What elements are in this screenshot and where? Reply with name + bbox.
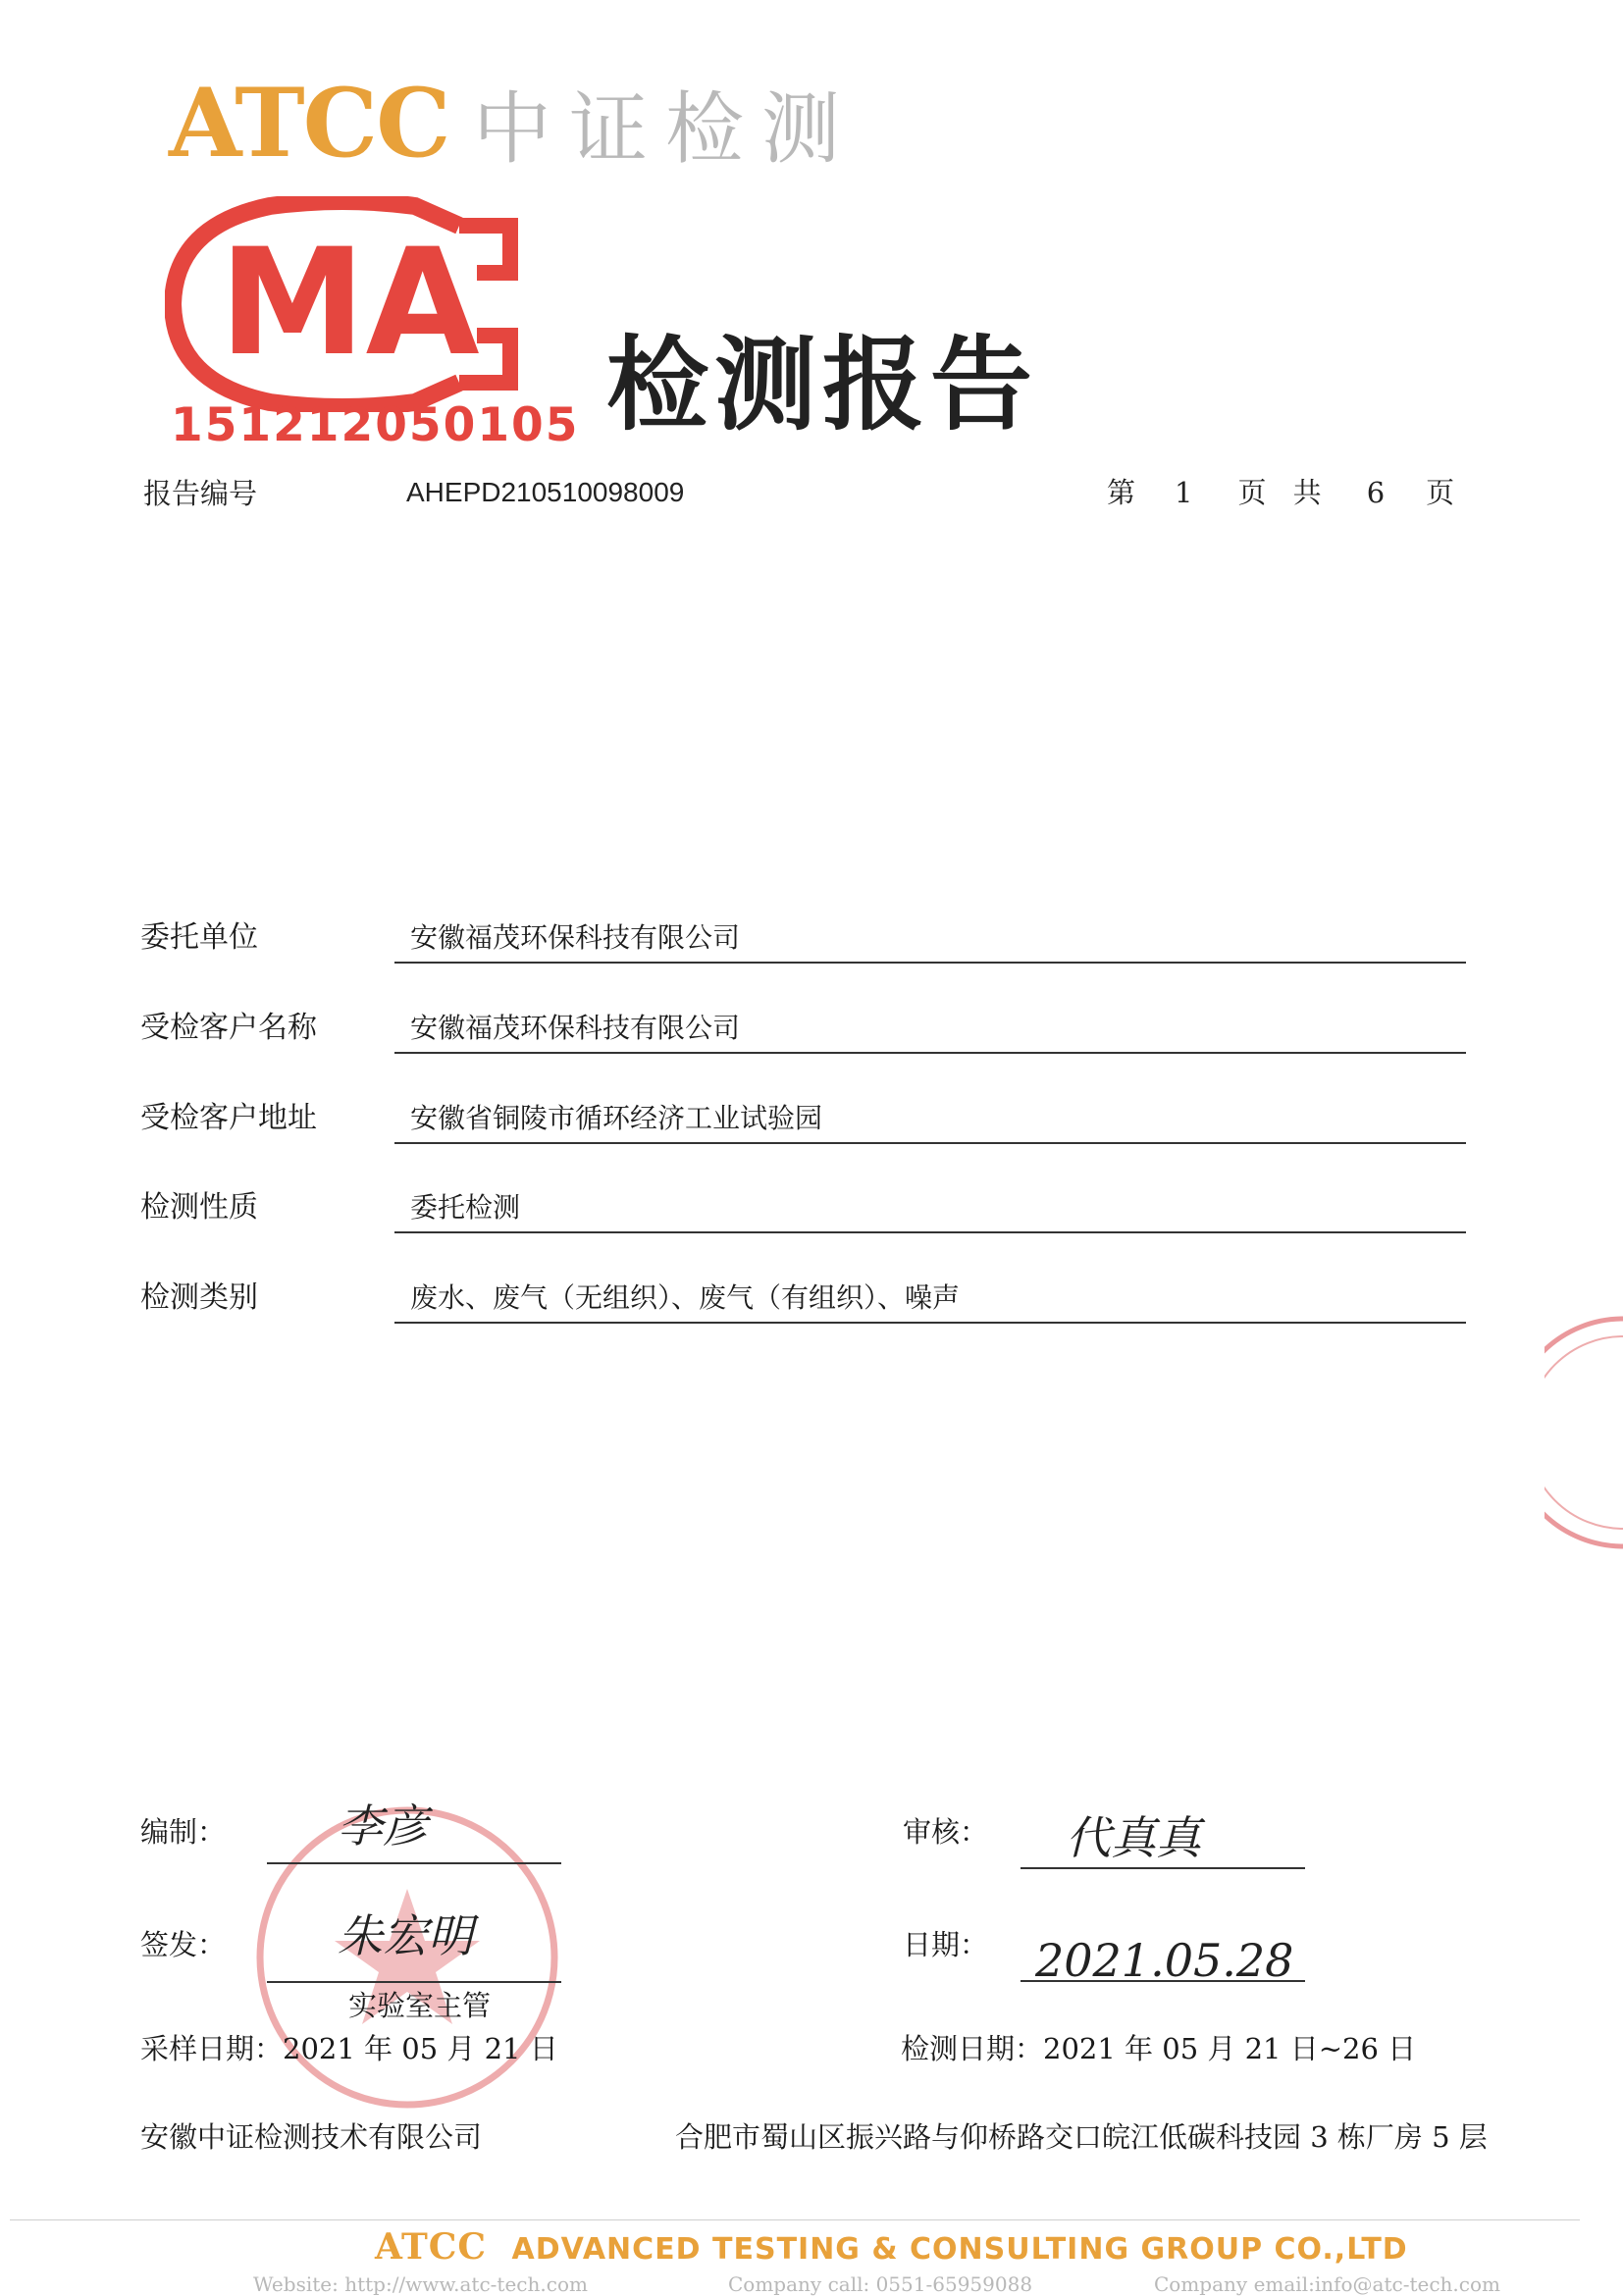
footer-divider xyxy=(10,2219,1580,2220)
field-test-category-label: 检测类别 xyxy=(140,1280,258,1315)
issue-signature: 朱宏明 xyxy=(338,1909,473,1962)
testing-date: 检测日期：2021 年 05 月 21 日~26 日 xyxy=(901,2032,1417,2065)
field-customer-address-line xyxy=(394,1142,1466,1144)
cma-number: 151212050105 xyxy=(171,398,580,452)
field-test-category-line xyxy=(394,1322,1466,1324)
atcc-logo: ATCC xyxy=(169,68,449,179)
page-title: 检测报告 xyxy=(606,325,1039,444)
review-line xyxy=(1021,1867,1305,1869)
issue-line xyxy=(267,1981,561,1983)
field-test-category-value: 废水、废气（无组织）、废气（有组织）、噪声 xyxy=(410,1281,961,1314)
field-client-label: 委托单位 xyxy=(140,920,258,955)
footer-website: Website: http://www.atc-tech.com xyxy=(253,2272,588,2296)
field-test-nature-line xyxy=(394,1231,1466,1233)
company-name: 安徽中证检测技术有限公司 xyxy=(140,2120,483,2154)
footer-brand-text: ADVANCED TESTING & CONSULTING GROUP CO.,LTD xyxy=(511,2232,1408,2267)
review-signature: 代真真 xyxy=(1066,1811,1201,1864)
footer-brand-logo: ATCC xyxy=(375,2226,488,2268)
field-customer-name-value: 安徽福茂环保科技有限公司 xyxy=(410,1012,741,1044)
review-label: 审核： xyxy=(903,1815,989,1849)
field-test-nature-value: 委托检测 xyxy=(410,1191,521,1224)
cma-seal-letters: MA xyxy=(219,218,480,389)
footer-email: Company email:info@atc-tech.com xyxy=(1154,2272,1500,2296)
compile-signature: 李彦 xyxy=(338,1800,428,1852)
date-label: 日期： xyxy=(903,1928,989,1961)
field-customer-address-value: 安徽省铜陵市循环经济工业试验园 xyxy=(410,1102,823,1134)
logo-chinese-name: 中证检测 xyxy=(473,83,858,175)
date-signature: 2021.05.28 xyxy=(1035,1934,1294,1987)
date-line xyxy=(1021,1980,1305,1982)
company-address: 合肥市蜀山区振兴路与仰桥路交口皖江低碳科技园 3 栋厂房 5 层 xyxy=(675,2120,1488,2154)
field-customer-address-label: 受检客户地址 xyxy=(140,1101,317,1135)
issue-title: 实验室主管 xyxy=(348,1989,492,2022)
compile-line xyxy=(267,1862,561,1864)
page-suffix: 页 xyxy=(1426,476,1455,509)
report-number-label: 报告编号 xyxy=(143,477,258,510)
field-customer-name-line xyxy=(394,1052,1466,1054)
page-mid: 页 共 xyxy=(1237,476,1322,509)
page-total: 6 xyxy=(1366,476,1386,509)
footer-brand xyxy=(375,2226,1408,2268)
field-test-nature-label: 检测性质 xyxy=(140,1190,258,1225)
cma-seal-icon xyxy=(165,196,520,412)
compile-label: 编制： xyxy=(140,1815,227,1849)
footer-phone: Company call: 0551-65959088 xyxy=(728,2272,1033,2296)
page-prefix: 第 xyxy=(1107,476,1136,509)
right-edge-stamp-icon xyxy=(1544,1315,1623,1550)
report-number: AHEPD210510098009 xyxy=(406,477,685,507)
issue-label: 签发： xyxy=(140,1928,227,1961)
field-client-value: 安徽福茂环保科技有限公司 xyxy=(410,921,741,954)
sampling-date: 采样日期：2021 年 05 月 21 日 xyxy=(140,2032,558,2065)
page-indicator xyxy=(1107,476,1455,509)
field-customer-name-label: 受检客户名称 xyxy=(140,1011,317,1045)
field-client-line xyxy=(394,962,1466,964)
page-current: 1 xyxy=(1175,476,1193,509)
